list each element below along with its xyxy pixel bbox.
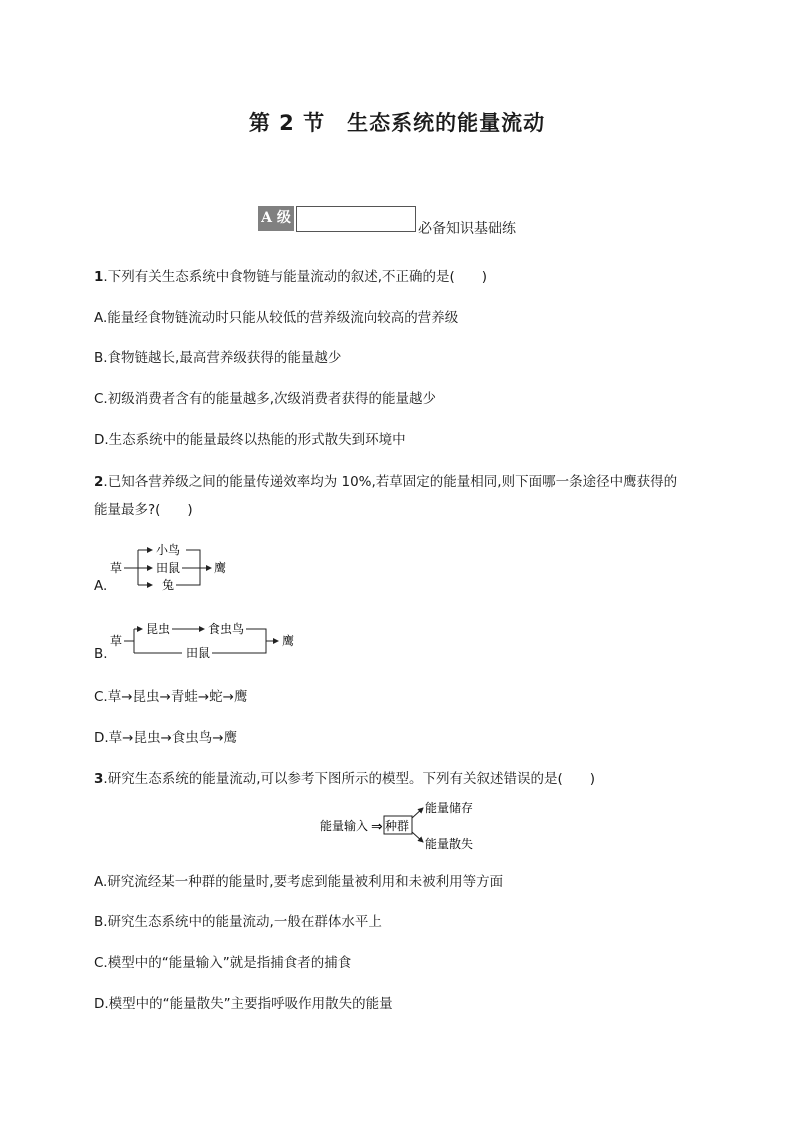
q3-option-c: C.模型中的“能量输入”就是指捕食者的捕食 <box>94 955 352 971</box>
model-storage-label: 能量储存 <box>425 801 474 815</box>
node-mouse: 田鼠 <box>186 646 211 660</box>
question-2-stem-line1 <box>94 470 677 490</box>
question-1-stem <box>94 265 487 285</box>
q3-option-b: B.研究生态系统中的能量流动,一般在群体水平上 <box>94 914 382 930</box>
page-title: 第 2 节 生态系统的能量流动 <box>248 111 546 135</box>
q1-option-b: B.食物链越长,最高营养级获得的能量越少 <box>94 350 342 366</box>
question-number: 3 <box>94 771 104 787</box>
model-loss-label: 能量散失 <box>425 837 474 851</box>
q2-option-c: C.草→昆虫→青蛙→蛇→鹰 <box>94 689 248 705</box>
level-blank-box <box>296 206 416 232</box>
node-grass: 草 <box>110 561 123 575</box>
arrow <box>412 832 423 842</box>
node-bird: 小鸟 <box>156 543 181 557</box>
question-text: .研究生态系统的能量流动,可以参考下图所示的模型。下列有关叙述错误的是( ) <box>103 771 596 787</box>
q2-option-d: D.草→昆虫→食虫鸟→鹰 <box>94 730 238 746</box>
question-number: 1 <box>94 269 104 285</box>
q3-model-diagram <box>318 800 488 856</box>
q2-option-b-label: B. <box>94 646 108 662</box>
node-insect-bird: 食虫鸟 <box>208 622 245 636</box>
q2-option-a-label: A. <box>94 578 108 594</box>
model-input-label: 能量输入 <box>320 819 369 833</box>
question-3-stem <box>94 767 595 787</box>
node-grass: 草 <box>110 634 123 648</box>
q3-option-a: A.研究流经某一种群的能量时,要考虑到能量被利用和未被利用等方面 <box>94 874 504 890</box>
node-eagle: 鹰 <box>282 634 295 648</box>
q2-option-a-diagram <box>90 538 250 596</box>
node-eagle: 鹰 <box>214 561 227 575</box>
model-population-label: 种群 <box>385 819 410 833</box>
q3-option-d: D.模型中的“能量散失”主要指呼吸作用散失的能量 <box>94 996 393 1012</box>
question-text: .已知各营养级之间的能量传递效率均为 10%,若草固定的能量相同,则下面哪一条途径中鹰获得的 <box>103 474 678 490</box>
question-number: 2 <box>94 474 104 490</box>
q1-option-c: C.初级消费者含有的能量越多,次级消费者获得的能量越少 <box>94 391 437 407</box>
double-arrow-icon: ⇒ <box>371 819 383 835</box>
node-mouse: 田鼠 <box>156 561 181 575</box>
q2-option-b-diagram <box>90 617 310 663</box>
arrow <box>412 808 423 818</box>
question-2-stem-line2: 能量最多?( ) <box>94 502 193 518</box>
q1-option-d: D.生态系统中的能量最终以热能的形式散失到环境中 <box>94 432 406 448</box>
level-label: 必备知识基础练 <box>418 221 516 237</box>
question-text: .下列有关生态系统中食物链与能量流动的叙述,不正确的是( ) <box>103 269 488 285</box>
level-badge: A 级 <box>258 206 294 231</box>
node-rabbit: 兔 <box>162 578 175 592</box>
node-insect: 昆虫 <box>146 622 171 636</box>
q1-option-a: A.能量经食物链流动时只能从较低的营养级流向较高的营养级 <box>94 310 459 326</box>
